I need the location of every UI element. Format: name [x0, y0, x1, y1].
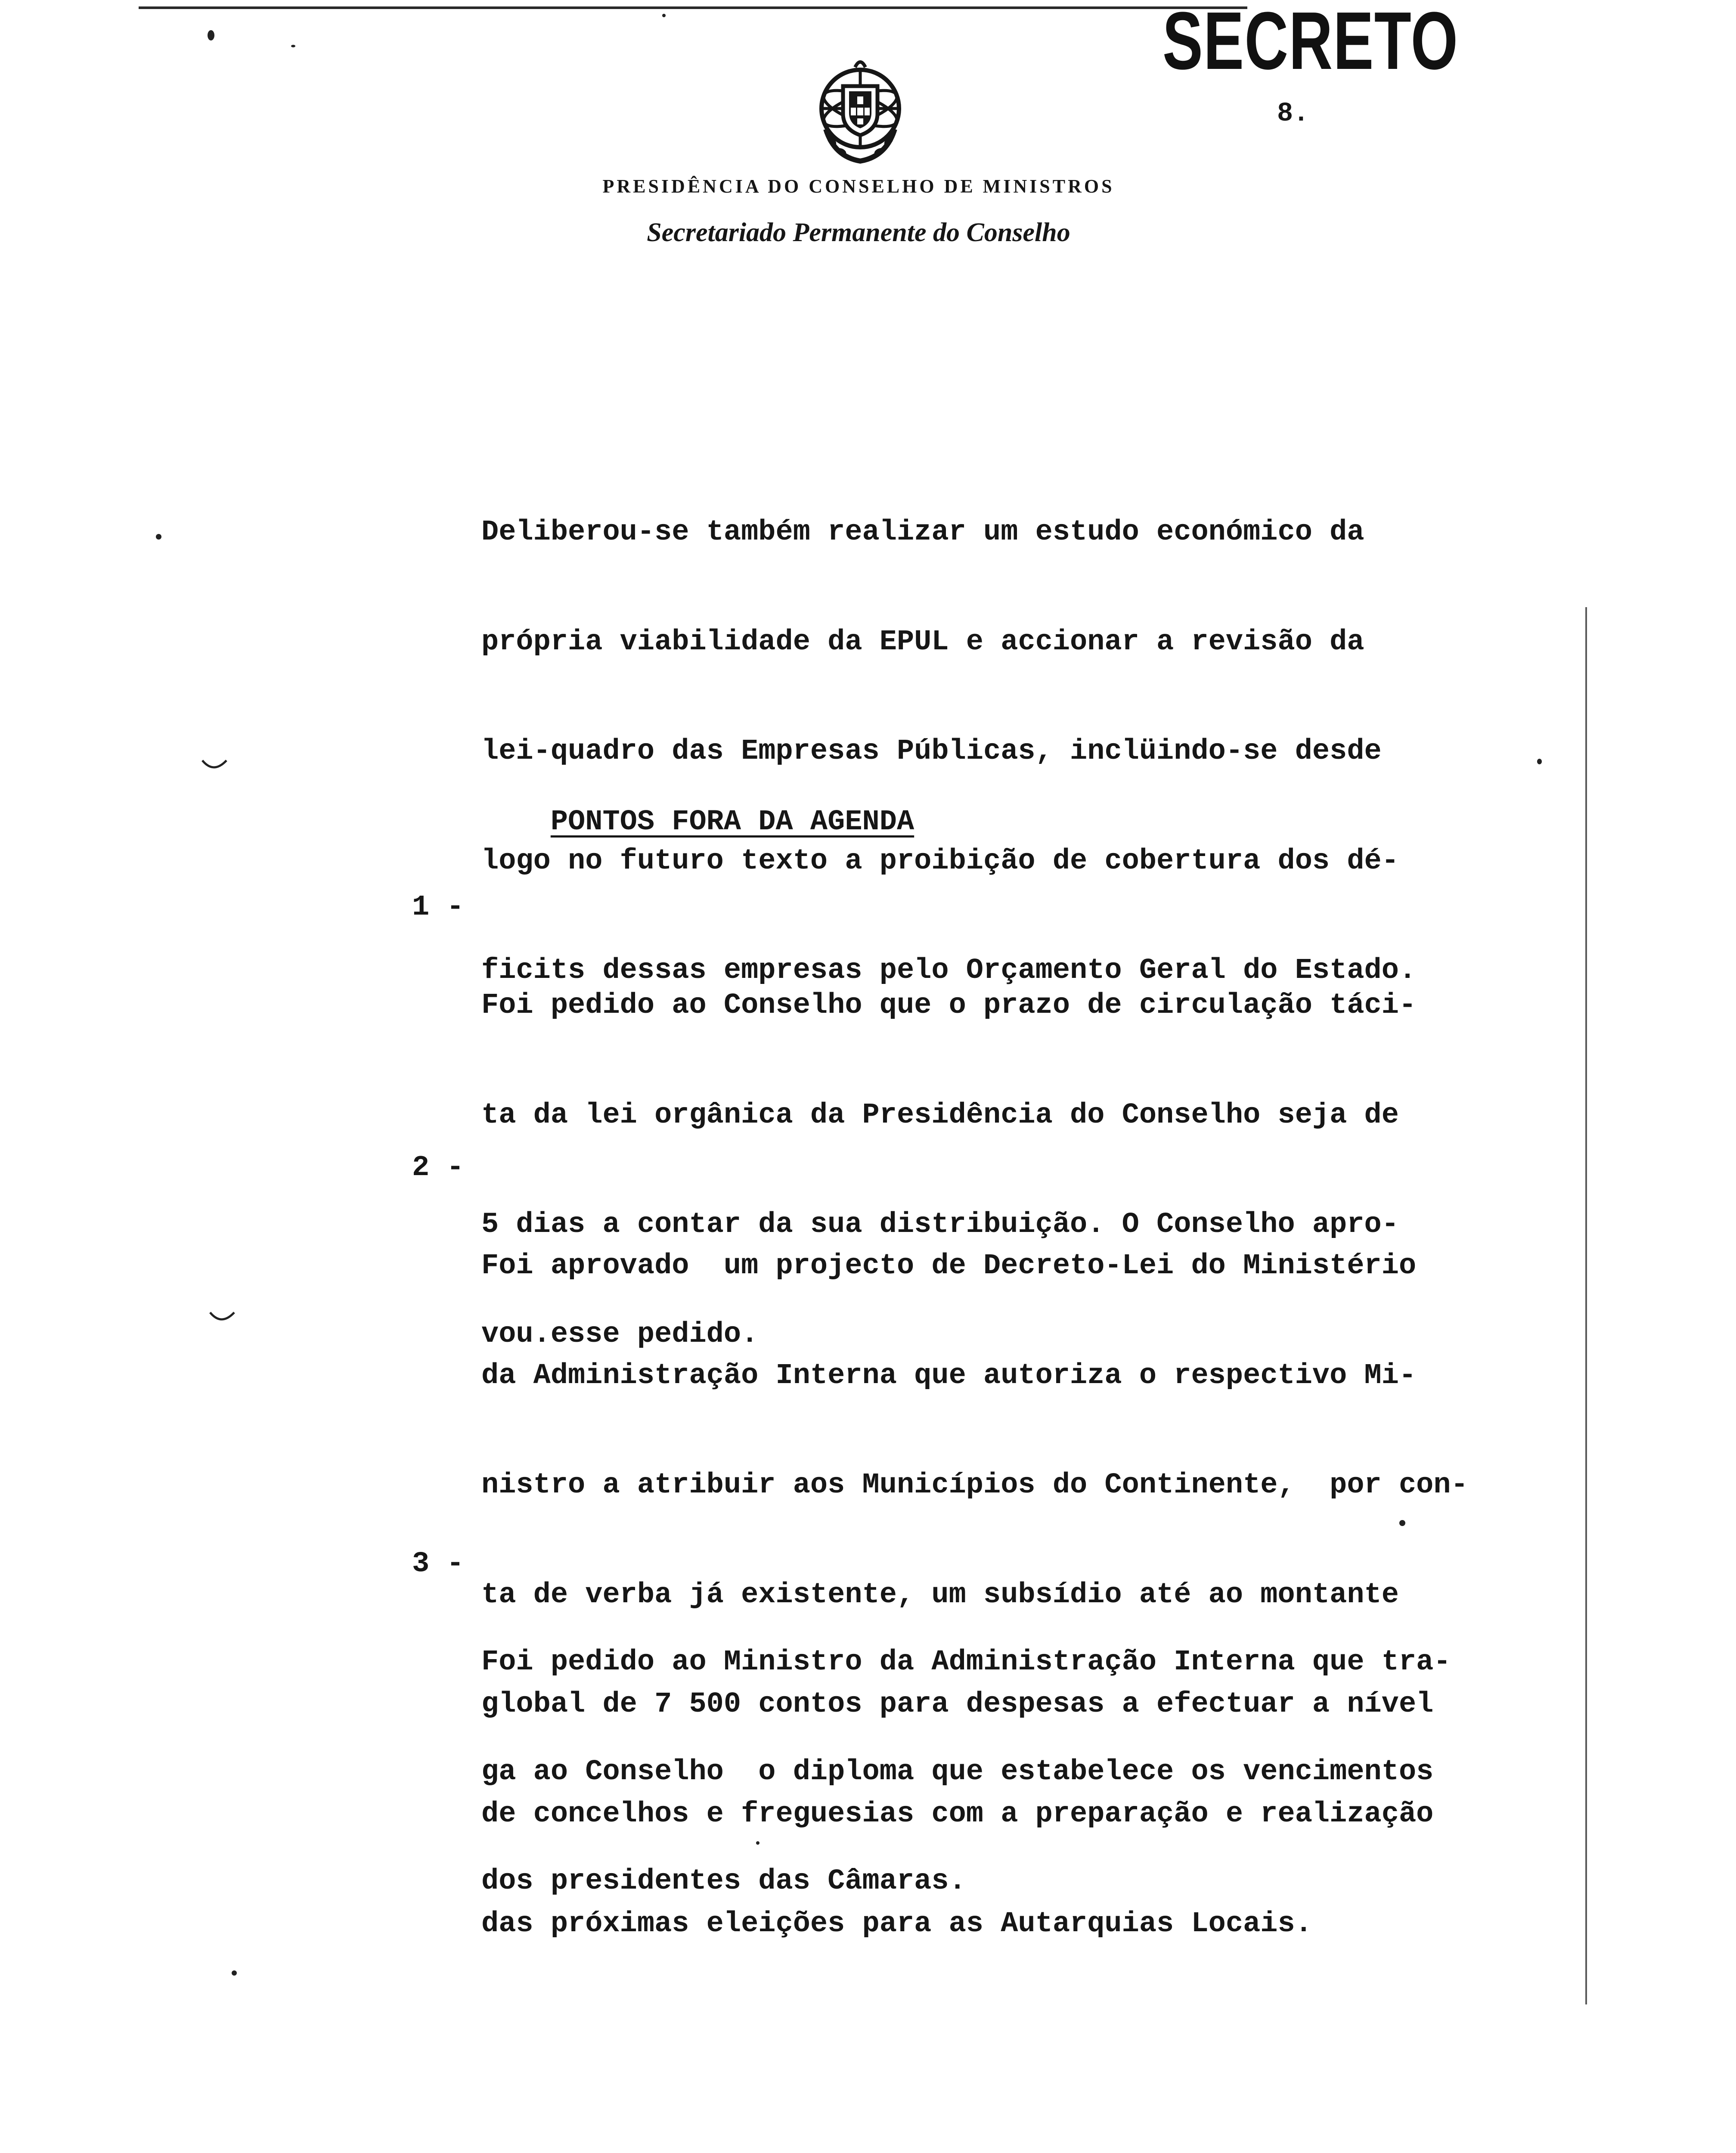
- section-heading: [481, 756, 914, 838]
- item-line: 5 dias a contar da sua distribuição. O Conselho apro-: [481, 1208, 1399, 1241]
- item-number: 2 -: [412, 1151, 464, 1184]
- binder-mark: [208, 1311, 236, 1325]
- paragraph-line: Deliberou-se também realizar um estudo económico da: [481, 516, 1364, 549]
- item-line: de concelhos e freguesias com a preparação e realização: [481, 1797, 1434, 1830]
- paragraph-line: lei-quadro das Empresas Públicas, inclüindo-se desde: [481, 735, 1382, 768]
- speck: [156, 534, 161, 540]
- page-number: 8.: [1277, 98, 1309, 129]
- classification-stamp: SECRETO: [1162, 0, 1459, 87]
- item-line: Foi pedido ao Conselho que o prazo de circulação táci-: [481, 989, 1417, 1022]
- section-heading-text: PONTOS FORA DA AGENDA: [550, 805, 914, 838]
- speck: [208, 30, 214, 40]
- item-line: Foi pedido ao Ministro da Administração Interna que tra-: [481, 1646, 1451, 1678]
- coat-of-arms-icon: [809, 57, 911, 164]
- paragraph-line: ficits dessas empresas pelo Orçamento Geral do Estado.: [481, 954, 1417, 987]
- institution-name: PRESIDÊNCIA DO CONSELHO DE MINISTROS: [602, 176, 1115, 197]
- speck: [291, 45, 295, 47]
- item-number: 3 -: [412, 1548, 464, 1580]
- item-line: ta da lei orgânica da Presidência do Conselho seja de: [481, 1098, 1399, 1132]
- item-line: ta de verba já existente, um subsídio até ao montante: [481, 1578, 1399, 1611]
- agenda-item-3: [412, 1542, 1451, 1969]
- speck: [232, 1970, 237, 1976]
- speck: [1399, 1520, 1405, 1526]
- item-number: 1 -: [412, 891, 464, 924]
- binder-mark: [201, 759, 228, 773]
- paragraph-line: própria viabilidade da EPUL e accionar a revisão da: [481, 625, 1364, 658]
- item-line: vou.esse pedido.: [481, 1318, 759, 1351]
- speck: [1537, 759, 1542, 764]
- paragraph-line: logo no futuro texto a proibição de cobertura dos dé-: [481, 844, 1399, 878]
- top-rule: [139, 6, 1247, 9]
- speck: [756, 1841, 760, 1845]
- item-line: global de 7 500 contos para despesas a efectuar a nível: [481, 1688, 1434, 1721]
- page-edge-line: [1585, 607, 1587, 2004]
- department-name: Secretariado Permanente do Conselho: [647, 218, 1070, 247]
- item-line: da Administração Interna que autoriza o respectivo Mi-: [481, 1359, 1417, 1392]
- item-line: das próximas eleições para as Autarquias Locais.: [481, 1907, 1312, 1940]
- item-line: dos presidentes das Câmaras.: [481, 1865, 966, 1898]
- item-line: nistro a atribuir aos Municípios do Continente, por con-: [481, 1469, 1468, 1502]
- item-line: Foi aprovado um projecto de Decreto-Lei do Ministério: [481, 1250, 1417, 1282]
- item-line: ga ao Conselho o diploma que estabelece os vencimentos: [481, 1755, 1434, 1788]
- speck: [662, 14, 666, 17]
